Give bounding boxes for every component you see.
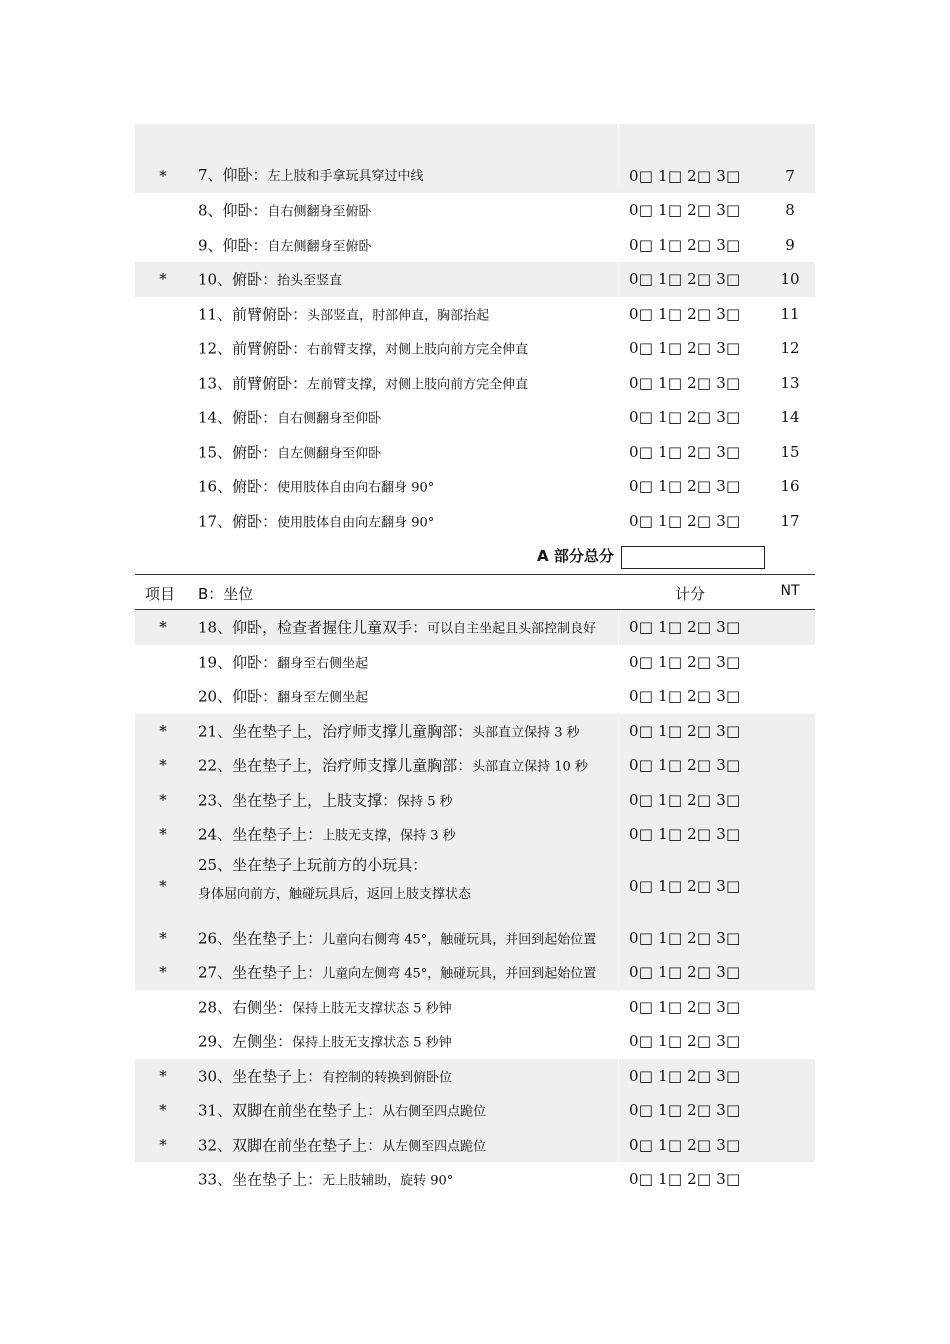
- header-item-label: 项目: [145, 585, 176, 603]
- item-title: 13、前臂俯卧：: [198, 374, 308, 393]
- score-checkboxes[interactable]: 0□ 1□ 2□ 3□: [629, 825, 741, 844]
- key-item-marker: *: [159, 877, 167, 895]
- nt-number: 14: [780, 408, 800, 427]
- column-divider: [618, 852, 619, 921]
- item-description: [198, 1134, 486, 1155]
- section-b-header: [135, 574, 815, 610]
- item-detail: 翻身至左侧坐起: [277, 690, 369, 706]
- item-description: [198, 755, 588, 776]
- item-detail: 头部直立保持 3 秒: [472, 725, 580, 741]
- item-title: 10、俯卧：: [198, 270, 278, 289]
- nt-number: 10: [780, 270, 800, 289]
- score-checkboxes[interactable]: 0□ 1□ 2□ 3□: [629, 477, 741, 496]
- item-description: [198, 1031, 452, 1052]
- nt-number: 15: [780, 442, 800, 461]
- table-row: [135, 1024, 815, 1059]
- score-checkboxes[interactable]: 0□ 1□ 2□ 3□: [629, 877, 741, 895]
- table-row: [135, 297, 815, 332]
- score-checkboxes[interactable]: 0□ 1□ 2□ 3□: [629, 790, 741, 809]
- column-divider: [618, 1128, 619, 1163]
- item-detail: 可以自主坐起且头部控制良好: [427, 621, 597, 637]
- key-item-marker: *: [159, 167, 167, 185]
- key-item-marker: *: [159, 1066, 167, 1085]
- table-row: [135, 679, 815, 714]
- table-row: [135, 228, 815, 263]
- column-divider: [618, 748, 619, 783]
- score-checkboxes[interactable]: 0□ 1□ 2□ 3□: [629, 652, 741, 671]
- item-description: [198, 510, 434, 531]
- nt-number: 12: [780, 339, 800, 358]
- item-title: 16、俯卧：: [198, 477, 278, 496]
- column-divider: [618, 817, 619, 852]
- item-title: 19、仰卧：: [198, 653, 278, 672]
- column-divider: [618, 645, 619, 680]
- item-description: [198, 927, 596, 948]
- item-detail: 自左侧翻身至俯卧: [267, 239, 372, 255]
- item-title: 12、前臂俯卧：: [198, 339, 308, 358]
- item-title: 9、仰卧：: [198, 236, 268, 255]
- score-checkboxes[interactable]: 0□ 1□ 2□ 3□: [629, 618, 741, 637]
- table-row: [135, 955, 815, 990]
- item-title: 24、坐在垫子上：: [198, 825, 323, 844]
- score-checkboxes[interactable]: 0□ 1□ 2□ 3□: [629, 928, 741, 947]
- table-row: [135, 852, 815, 921]
- item-title: 14、俯卧：: [198, 408, 278, 427]
- column-divider: [618, 366, 619, 401]
- column-divider: [618, 1093, 619, 1128]
- item-detail: 上肢无支撑，保持 3 秒: [322, 828, 456, 844]
- column-divider: [618, 990, 619, 1025]
- section-a-total-row: [135, 538, 815, 574]
- item-title: 25、坐在垫子上玩前方的小玩具：: [198, 855, 428, 874]
- item-description: [198, 303, 489, 324]
- nt-number: 9: [785, 235, 795, 254]
- score-sheet: [135, 124, 815, 1197]
- item-description: [198, 234, 372, 255]
- item-detail: 从右侧至四点跪位: [382, 1104, 487, 1120]
- item-description: [198, 164, 424, 185]
- column-divider: [618, 504, 619, 539]
- column-divider: [618, 228, 619, 263]
- item-title: 20、仰卧：: [198, 687, 278, 706]
- section-b-rows: [135, 610, 815, 1197]
- item-detail: 儿童向左侧弯 45°，触碰玩具，并回到起始位置: [322, 966, 597, 982]
- score-checkboxes[interactable]: 0□ 1□ 2□ 3□: [629, 167, 741, 185]
- nt-number: 16: [780, 477, 800, 496]
- item-detail: 保持上肢无支撑状态 5 秒钟: [292, 1001, 452, 1017]
- item-description: [198, 651, 368, 672]
- key-item-marker: *: [159, 721, 167, 740]
- score-checkboxes[interactable]: 0□ 1□ 2□ 3□: [629, 756, 741, 775]
- item-description: [198, 1065, 452, 1086]
- item-description: [198, 1100, 486, 1121]
- item-title: 17、俯卧：: [198, 512, 278, 531]
- item-description: [198, 407, 381, 428]
- score-checkboxes[interactable]: 0□ 1□ 2□ 3□: [629, 442, 741, 461]
- column-divider: [618, 1059, 619, 1094]
- score-checkboxes[interactable]: 0□ 1□ 2□ 3□: [629, 235, 741, 254]
- score-checkboxes[interactable]: 0□ 1□ 2□ 3□: [629, 721, 741, 740]
- column-divider: [618, 783, 619, 818]
- item-description: [198, 686, 368, 707]
- column-divider: [618, 610, 619, 645]
- table-row: [135, 1162, 815, 1197]
- score-checkboxes[interactable]: 0□ 1□ 2□ 3□: [629, 339, 741, 358]
- item-title: 26、坐在垫子上：: [198, 929, 323, 948]
- column-divider: [618, 124, 619, 185]
- column-divider: [618, 435, 619, 470]
- item-title: 27、坐在垫子上：: [198, 963, 323, 982]
- item-description: [198, 720, 580, 741]
- score-checkboxes[interactable]: 0□ 1□ 2□ 3□: [629, 408, 741, 427]
- table-row: [135, 645, 815, 680]
- column-divider: [618, 921, 619, 956]
- column-divider: [618, 297, 619, 332]
- key-item-marker: *: [159, 270, 167, 289]
- score-checkboxes[interactable]: 0□ 1□ 2□ 3□: [629, 511, 741, 530]
- item-detail: 自右侧翻身至俯卧: [267, 204, 372, 220]
- item-description: [198, 476, 434, 497]
- item-detail: 使用肢体自由向左翻身 90°: [277, 515, 435, 531]
- table-row: [135, 748, 815, 783]
- item-detail: 身体屈向前方，触碰玩具后，返回上肢支撑状态: [198, 886, 472, 902]
- item-title: 32、双脚在前坐在垫子上：: [198, 1136, 383, 1155]
- section-a-total-label: A 部分总分: [537, 547, 614, 565]
- score-checkboxes[interactable]: 0□ 1□ 2□ 3□: [629, 1066, 741, 1085]
- table-row: [135, 124, 815, 193]
- table-row: [135, 262, 815, 297]
- item-detail: 从左侧至四点跪位: [382, 1139, 487, 1155]
- item-title: 31、双脚在前坐在垫子上：: [198, 1101, 383, 1120]
- item-detail: 儿童向右侧弯 45°，触碰玩具，并回到起始位置: [322, 932, 597, 948]
- item-description: [198, 789, 453, 810]
- nt-number: 17: [780, 511, 800, 530]
- item-description: [198, 996, 452, 1017]
- item-description: [198, 372, 528, 393]
- column-divider: [618, 714, 619, 749]
- item-detail: 自右侧翻身至仰卧: [277, 411, 382, 427]
- score-checkboxes[interactable]: 0□ 1□ 2□ 3□: [629, 1032, 741, 1051]
- header-section-title: B：坐位: [198, 585, 254, 603]
- key-item-marker: *: [159, 756, 167, 775]
- column-divider: [618, 262, 619, 297]
- score-checkboxes[interactable]: 0□ 1□ 2□ 3□: [629, 373, 741, 392]
- table-row: [135, 504, 815, 539]
- item-title: 29、左侧坐：: [198, 1032, 293, 1051]
- key-item-marker: *: [159, 790, 167, 809]
- table-row: [135, 1059, 815, 1094]
- header-nt-label: NT: [780, 583, 800, 599]
- item-title: 18、仰卧，检查者握住儿童双手：: [198, 618, 428, 637]
- nt-number: 13: [780, 373, 800, 392]
- score-checkboxes[interactable]: 0□ 1□ 2□ 3□: [629, 304, 741, 323]
- score-checkboxes[interactable]: 0□ 1□ 2□ 3□: [629, 1101, 741, 1120]
- item-title: 22、坐在垫子上，治疗师支撑儿童胸部：: [198, 756, 473, 775]
- column-divider: [618, 679, 619, 714]
- score-checkboxes[interactable]: 0□ 1□ 2□ 3□: [629, 997, 741, 1016]
- key-item-marker: *: [159, 1101, 167, 1120]
- item-description: [198, 824, 456, 845]
- item-description: [198, 338, 528, 359]
- column-divider: [618, 331, 619, 366]
- table-row: [135, 366, 815, 401]
- item-detail: 头部直立保持 10 秒: [472, 759, 588, 775]
- item-description: [198, 617, 596, 638]
- table-row: [135, 817, 815, 852]
- section-a-total-box[interactable]: [621, 546, 765, 569]
- item-description: [198, 855, 472, 902]
- column-divider: [618, 955, 619, 990]
- section-a-rows: [135, 124, 815, 538]
- table-row: [135, 610, 815, 645]
- table-row: [135, 921, 815, 956]
- table-row: [135, 331, 815, 366]
- item-title: 30、坐在垫子上：: [198, 1067, 323, 1086]
- item-description: [198, 441, 381, 462]
- key-item-marker: *: [159, 825, 167, 844]
- table-row: [135, 783, 815, 818]
- item-title: 11、前臂俯卧：: [198, 305, 308, 324]
- item-detail: 无上肢辅助，旋转 90°: [322, 1173, 454, 1189]
- key-item-marker: *: [159, 1135, 167, 1154]
- nt-number: 11: [780, 304, 800, 323]
- item-detail: 抬头至竖直: [277, 273, 343, 289]
- key-item-marker: *: [159, 963, 167, 982]
- item-title: 7、仰卧：: [198, 166, 268, 184]
- item-detail: 有控制的转换到俯卧位: [322, 1070, 453, 1086]
- item-detail: 保持上肢无支撑状态 5 秒钟: [292, 1035, 452, 1051]
- item-detail: 左前臂支撑，对侧上肢向前方完全伸直: [307, 377, 529, 393]
- item-detail: 保持 5 秒: [397, 794, 453, 810]
- key-item-marker: *: [159, 928, 167, 947]
- column-divider: [618, 1162, 619, 1197]
- nt-number: 8: [785, 201, 795, 220]
- item-title: 8、仰卧：: [198, 201, 268, 220]
- nt-number: 7: [785, 167, 795, 185]
- table-row: [135, 435, 815, 470]
- item-description: [198, 200, 372, 221]
- item-detail: 右前臂支撑，对侧上肢向前方完全伸直: [307, 342, 529, 358]
- item-description: [198, 1169, 453, 1190]
- column-divider: [618, 469, 619, 504]
- item-title: 33、坐在垫子上：: [198, 1170, 323, 1189]
- item-title: 21、坐在垫子上，治疗师支撑儿童胸部：: [198, 722, 473, 741]
- item-detail: 自左侧翻身至仰卧: [277, 446, 382, 462]
- table-row: [135, 400, 815, 435]
- item-title: 23、坐在垫子上，上肢支撑：: [198, 791, 398, 810]
- item-title: 28、右侧坐：: [198, 998, 293, 1017]
- score-checkboxes[interactable]: 0□ 1□ 2□ 3□: [629, 1170, 741, 1189]
- table-row: [135, 193, 815, 228]
- score-checkboxes[interactable]: 0□ 1□ 2□ 3□: [629, 270, 741, 289]
- score-checkboxes[interactable]: 0□ 1□ 2□ 3□: [629, 201, 741, 220]
- item-detail: 使用肢体自由向右翻身 90°: [277, 480, 435, 496]
- column-divider: [618, 193, 619, 228]
- item-title: 15、俯卧：: [198, 443, 278, 462]
- item-description: [198, 269, 342, 290]
- item-detail: 翻身至右侧坐起: [277, 656, 369, 672]
- table-row: [135, 469, 815, 504]
- score-checkboxes[interactable]: 0□ 1□ 2□ 3□: [629, 687, 741, 706]
- column-divider: [618, 400, 619, 435]
- score-checkboxes[interactable]: 0□ 1□ 2□ 3□: [629, 1135, 741, 1154]
- column-divider: [618, 1024, 619, 1059]
- header-score-label: 计分: [675, 585, 706, 603]
- item-detail: 头部竖直，肘部伸直，胸部抬起: [307, 308, 490, 324]
- table-row: [135, 990, 815, 1025]
- table-row: [135, 1128, 815, 1163]
- key-item-marker: *: [159, 618, 167, 637]
- score-checkboxes[interactable]: 0□ 1□ 2□ 3□: [629, 963, 741, 982]
- table-row: [135, 714, 815, 749]
- item-detail: 左上肢和手拿玩具穿过中线: [267, 169, 424, 184]
- table-row: [135, 1093, 815, 1128]
- item-description: [198, 962, 596, 983]
